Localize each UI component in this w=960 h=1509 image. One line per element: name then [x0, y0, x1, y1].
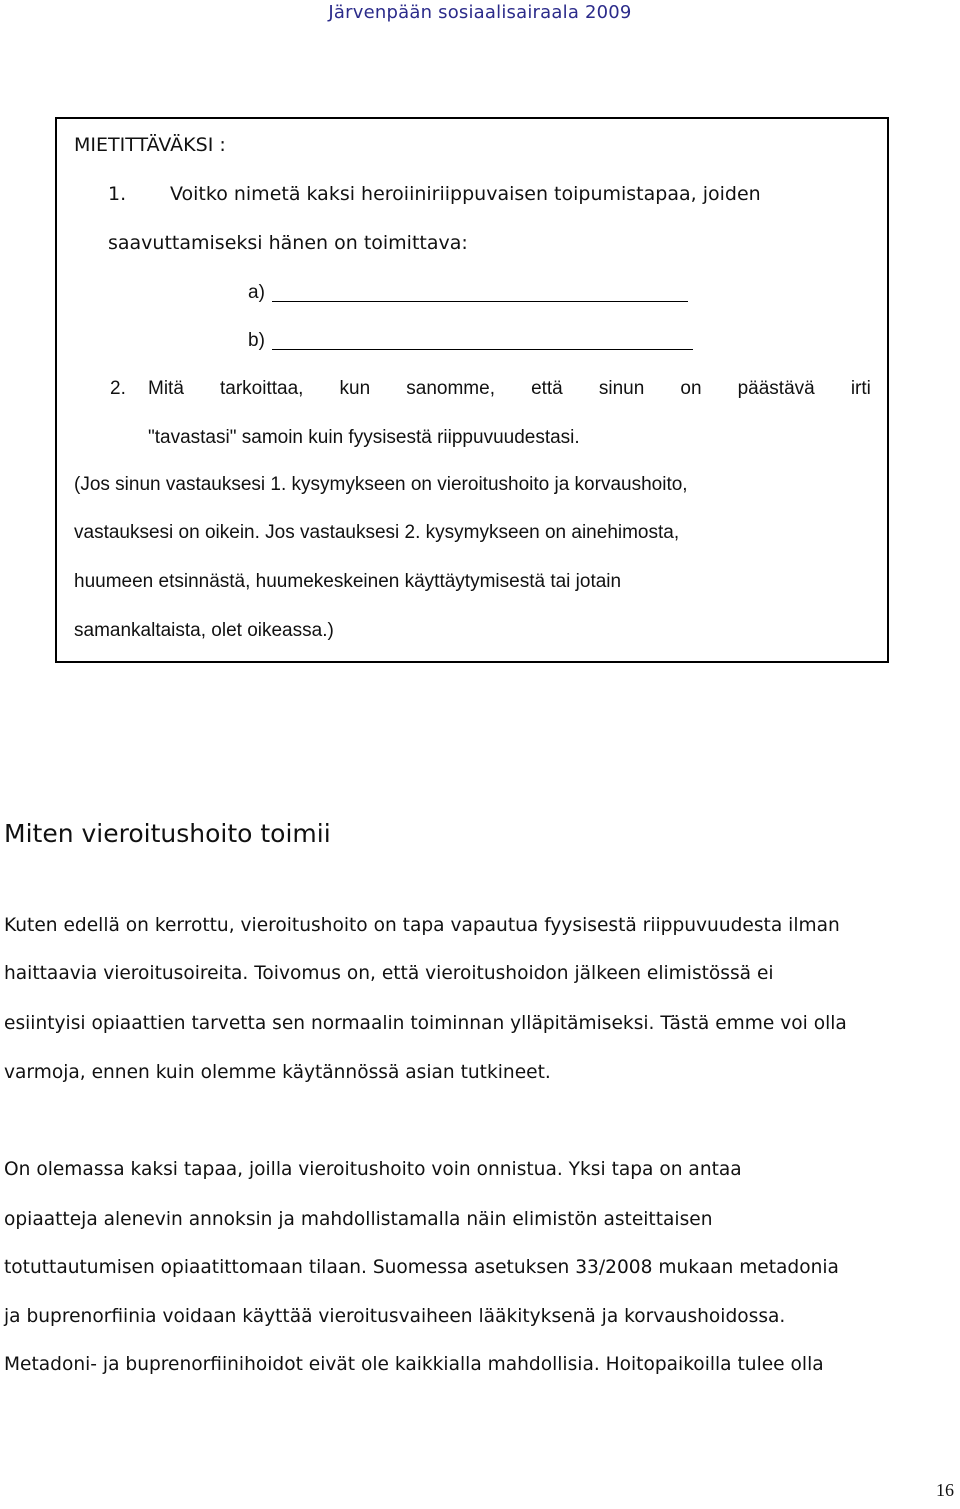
q2-word: tarkoittaa, [220, 378, 304, 399]
q2-word: sinun [598, 378, 645, 399]
answers-line-4: samankaltaista, olet oikeassa.) [74, 620, 334, 641]
answer-a-blank-line [272, 301, 688, 303]
q2-word: on [680, 378, 702, 399]
box-title: MIETITTÄVÄKSI : [74, 134, 226, 156]
paragraph-2-line: On olemassa kaksi tapaa, joilla vieroitushoito voin onnistua. Yksi tapa on antaa [4, 1159, 742, 1180]
question-1-line-1: Voitko nimetä kaksi heroiiniriippuvaisen toipumistapaa, joiden [170, 183, 761, 205]
paragraph-1-line: Kuten edellä on kerrottu, vieroitushoito on tapa vapautua fyysisestä riippuvuudesta ilman [4, 915, 840, 936]
q2-word: sanomme, [406, 378, 495, 399]
answers-line-3: huumeen etsinnästä, huumekeskeinen käyttäytymisestä tai jotain [74, 571, 622, 592]
paragraph-2-line: totuttautumisen opiaatittomaan tilaan. Suomessa asetuksen 33/2008 mukaan metadonia [4, 1257, 839, 1278]
q2-word: kun [339, 378, 371, 399]
paragraph-2-line: ja buprenorfiinia voidaan käyttää vieroitusvaiheen lääkityksenä ja korvaushoidossa. [4, 1306, 786, 1327]
running-header: Järvenpään sosiaalisairaala 2009 [328, 2, 632, 23]
q2-word: että [531, 378, 563, 399]
question-2-line-2: "tavastasi" samoin kuin fyysisestä riippuvuudestasi. [148, 427, 580, 448]
paragraph-1-line: esiintyisi opiaattien tarvetta sen normaalin toiminnan ylläpitämiseksi. Tästä emme voi olla [4, 1013, 847, 1034]
q2-word: irti [850, 378, 871, 399]
question-2-number: 2. [110, 378, 126, 399]
page-number: 16 [936, 1480, 954, 1500]
answer-b-blank-line [272, 349, 693, 351]
q2-word: Mitä [148, 378, 184, 399]
q2-word: päästävä [737, 378, 815, 399]
paragraph-2-line: Metadoni- ja buprenorfiinihoidot eivät ole kaikkialla mahdollisia. Hoitopaikoilla tulee olla [4, 1354, 824, 1375]
paragraph-1-line: haittaavia vieroitusoireita. Toivomus on, että vieroitushoidon jälkeen elimistössä ei [4, 963, 774, 984]
paragraph-2-line: opiaatteja alenevin annoksin ja mahdollistamalla näin elimistön asteittaisen [4, 1209, 713, 1230]
question-1-line-2: saavuttamiseksi hänen on toimittava: [108, 232, 468, 254]
answer-a-label: a) [248, 282, 265, 303]
question-1-number: 1. [108, 183, 127, 205]
answers-line-1: (Jos sinun vastauksesi 1. kysymykseen on vieroitushoito ja korvaushoito, [74, 474, 688, 495]
answer-b-label: b) [248, 330, 265, 351]
answers-line-2: vastauksesi on oikein. Jos vastauksesi 2. kysymykseen on ainehimosta, [74, 522, 680, 543]
question-2-line-1 [148, 377, 871, 401]
section-heading: Miten vieroitushoito toimii [4, 819, 331, 848]
paragraph-1-line: varmoja, ennen kuin olemme käytännössä asian tutkineet. [4, 1062, 551, 1083]
